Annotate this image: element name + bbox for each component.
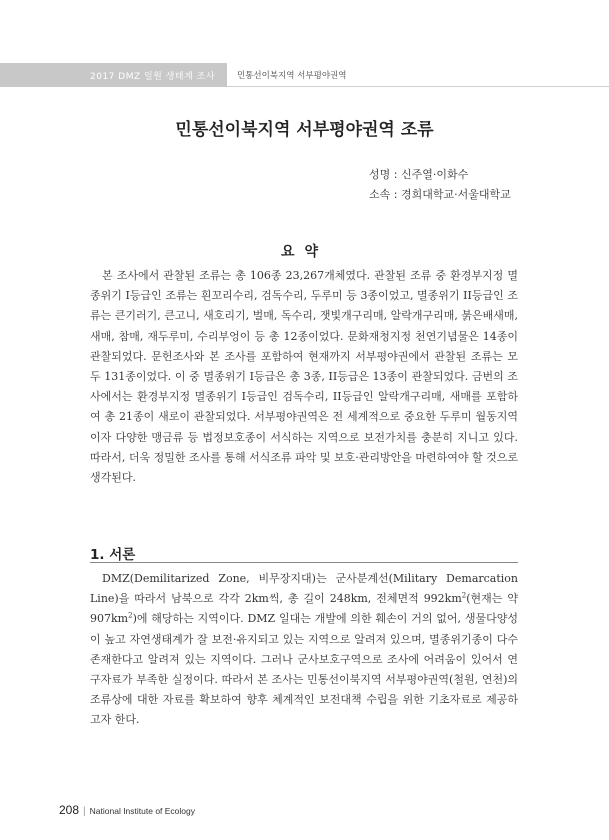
summary-paragraph <box>90 266 518 488</box>
page-title: 민통선이북지역 서부평야권역 조류 <box>175 120 434 140</box>
author-names: 성명 : 신주열·이화수 <box>369 168 469 181</box>
section-heading-introduction: 1. 서론 <box>90 547 136 563</box>
page-footer <box>59 803 195 817</box>
introduction-paragraph <box>90 569 518 731</box>
intro-text-part-a: DMZ(Demilitarized Zone, 비무장지대)는 군사분계선(Military Demarcation Line)을 따라서 남북으로 각각 2km씩, 총 길이 248km, 전체면적 992km <box>90 572 518 606</box>
intro-text-part-b: (현재는 약 907km <box>90 592 518 626</box>
author-affiliation: 소속 : 경희대학교·서울대학교 <box>369 188 511 201</box>
superscript-b: 2 <box>128 611 133 620</box>
header-section-label: 민통선이북지역 서부평야권역 <box>227 63 609 87</box>
running-header <box>0 63 609 87</box>
superscript-a: 2 <box>461 591 467 600</box>
footer-separator: | <box>83 806 86 817</box>
summary-text: 본 조사에서 관찰된 조류는 총 106종 23,267개체였다. 관찰된 조류 중 환경부지정 멸종위기 I등급인 조류는 흰꼬리수리, 검독수리, 두루미 등 3종이었고, 멸종위기 II등급인 조류는 큰기러기, 큰고니, 새호리기, 벌매, 독수리, 잿빛개구리매, 알락개구리매, 붉은배새매, 새매, 참매, 재두루미, 수리부엉이 등 총 12종이었다. 문화재청지정 천연기념물은 14종이 관찰되었다. 문헌조사와 본 조사를 포함하여 현재까지 서부평야권에서 관찰된 조류는 모두 131종이었다. 이 중 멸종위기 I등급은 총 3종, II등급은 13종이 관찰되었다. 금번의 조사에서는 환경부지정 멸종위기 I등급인 검독수리, II등급인 알락개구리매, 새매를 포함하여 총 21종이 새로이 관찰되었다. 서부평야권역은 전 세계적으로 중요한 두루미 월동지역이자 다양한 맹금류 등 법정보호종이 서식하는 지역으로 보전가치를 충분히 지니고 있다. 따라서, 더욱 정밀한 조사를 통해 서식조류 파악 및 보호·관리방안을 마련하여야 할 것으로 생각된다. <box>90 269 518 485</box>
summary-heading: 요약 <box>280 244 329 260</box>
header-series-label: 2017 DMZ 일원 생태계 조사 <box>0 63 227 87</box>
footer-institute: National Institute of Ecology <box>89 806 196 816</box>
section-divider <box>90 562 518 563</box>
introduction-text <box>90 569 518 731</box>
page-number: 208 <box>59 803 80 817</box>
intro-text-part-c: )에 해당하는 지역이다. DMZ 일대는 개발에 의한 훼손이 거의 없어, 생물다양성이 높고 자연생태계가 잘 보전·유지되고 있는 지역으로 알려져 있으며, 멸종위기종이 다수 존재한다고 알려져 있는 지역이다. 그러나 군사보호구역으로 조사에 어려움이 있어서 연구자료가 부족한 실정이다. 따라서 본 조사는 민통선이북지역 서부평야권역(철원, 연천)의 조류상에 대한 자료를 확보하여 향후 체계적인 보전대책 수립을 위한 기초자료로 제공하고자 한다. <box>90 612 518 727</box>
